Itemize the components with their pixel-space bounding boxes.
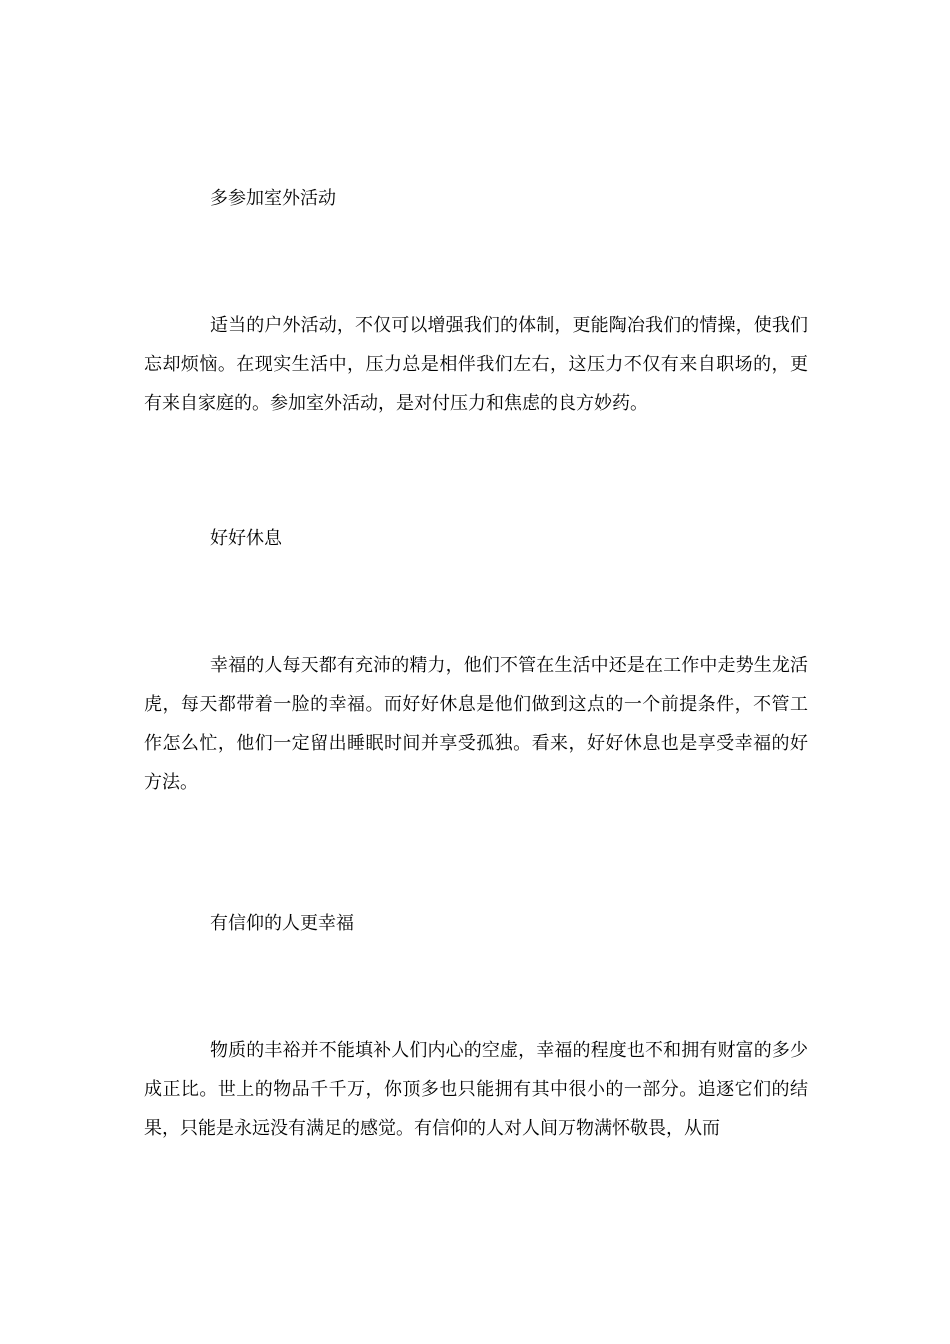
section-heading-good-rest: 好好休息 <box>210 528 282 549</box>
section-paragraph-good-rest: 幸福的人每天都有充沛的精力，他们不管在生活中还是在工作中走势生龙活虎，每天都带着一脸的幸福。而好好休息是他们做到这点的一个前提条件，不管工作怎么忙，他们一定留出睡眠时间并享受孤独。看来，好好休息也是享受幸福的好方法。 <box>144 655 808 793</box>
section-paragraph-faith: 物质的丰裕并不能填补人们内心的空虚，幸福的程度也不和拥有财富的多少成正比。世上的物品千千万，你顶多也只能拥有其中很小的一部分。追逐它们的结果，只能是永远没有满足的感觉。有信仰的人对人间万物满怀敬畏，从而 <box>144 1040 808 1139</box>
section-paragraph-outdoor-activities: 适当的户外活动，不仅可以增强我们的体制，更能陶冶我们的情操，使我们忘却烦恼。在现实生活中，压力总是相伴我们左右，这压力不仅有来自职场的，更有来自家庭的。参加室外活动，是对付压力和焦虑的良方妙药。 <box>144 315 808 414</box>
section-heading-outdoor-activities: 多参加室外活动 <box>210 188 336 209</box>
section-heading-faith: 有信仰的人更幸福 <box>210 913 354 934</box>
